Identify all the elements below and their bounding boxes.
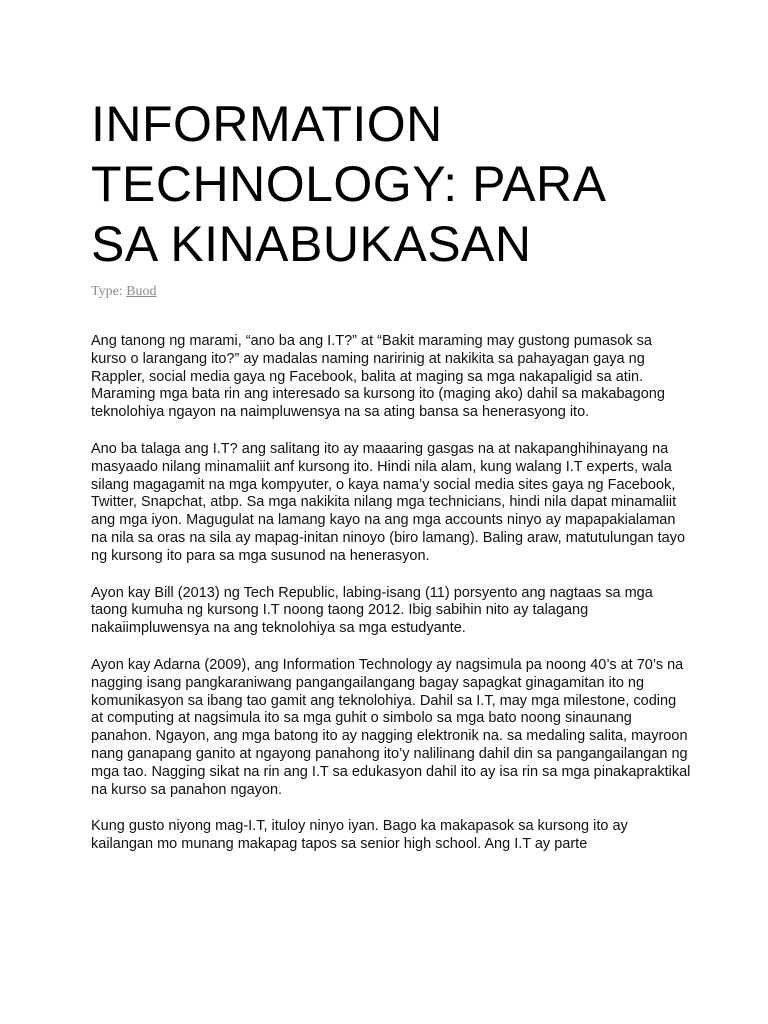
paragraph: Ayon kay Adarna (2009), ang Information Technology ay nagsimula pa noong 40’s at 70’s na nagging isang pangkaraniwang pangangailangang bagay sapagkat ginagamitan ito ng komunikasyon sa ibang tao gamit ang teknolohiya. Dahil sa I.T, may mga milestone, coding at computing at nagsimula ito sa mga guhit o simbolo sa mga bato noong sinaunang panahon. Ngayon, ang mga batong ito ay nagging elektronik na. sa medaling salita, mayroon nang ganapang ganito at ngayong panahong ito’y nalilinang dahil din sa pangangailangan ng mga tao. Nagging sikat na rin ang I.T sa edukasyon dahil ito ay isa rin sa mga pinakapraktikal na kurso sa panahon ngayon. <box>91 656 691 798</box>
paragraph: Ano ba talaga ang I.T? ang salitang ito ay maaaring gasgas na at nakapanghihinayang na masyaado nilang minamaliit anf kursong ito. Hindi nila alam, kung walang I.T experts, wala silang magagamit na mga kompyuter, o kaya nama’y social media sites gaya ng Facebook, Twitter, Snapchat, atbp. Sa mga nakikita nilang mga technicians, hindi nila dapat minamaliit ang mga iyon. Magugulat na lamang kayo na ang mga accounts ninyo ay mapapakialaman na nila sa oras na sila ay mapag-initan ninoyo (biro lamang). Baling araw, matutulungan tayo ng kursong ito para sa mga susunod na henerasyon. <box>91 440 686 564</box>
document-type <box>91 283 691 301</box>
document-body <box>91 333 691 854</box>
title-line: INFORMATION <box>91 96 443 152</box>
title-line: TECHNOLOGY: PARA <box>91 156 607 212</box>
type-link[interactable]: Buod <box>126 284 157 299</box>
paragraph: Ayon kay Bill (2013) ng Tech Republic, labing-isang (11) porsyento ang nagtaas sa mga taong kumuha ng kursong I.T noong taong 2012. Ibig sabihin nito ay talagang nakaiimpluwensya na ang teknolohiya sa mga estudyante. <box>91 584 653 637</box>
title-line: SA KINABUKASAN <box>91 216 532 272</box>
document-page <box>91 0 691 873</box>
type-label: Type: <box>91 284 123 299</box>
paragraph: Ang tanong ng marami, “ano ba ang I.T?” at “Bakit maraming may gustong pumasok sa kurso o larangang ito?” ay madalas naming naririnig at nakikita sa pahayagan gaya ng Rappler, social media gaya ng Facebook, balita at maging sa mga nakapaligid sa atin. Maraming mga bata rin ang interesado sa kursong ito (maging ako) dahil sa makabagong teknolohiya ngayon na naimpluwensya na sa ating bansa sa henerasyong ito. <box>91 333 665 421</box>
paragraph: Kung gusto niyong mag-I.T, ituloy ninyo iyan. Bago ka makapasok sa kursong ito ay kailangan mo munang makapag tapos sa senior high school. Ang I.T ay parte <box>91 818 628 853</box>
document-title <box>91 0 691 274</box>
